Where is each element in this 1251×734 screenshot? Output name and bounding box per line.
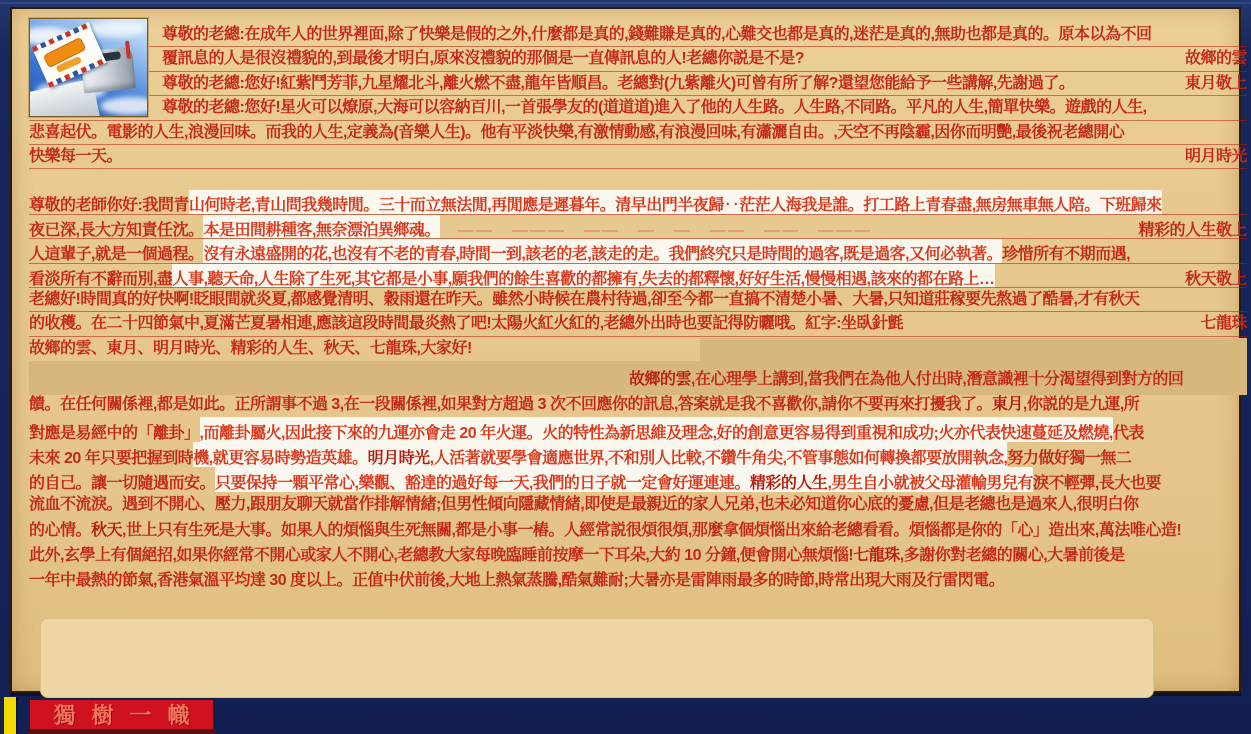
text-segment: 未來 20 年只要把握到時 [29, 450, 194, 468]
letter-line [29, 121, 1247, 145]
text-segment: 覆訊息的人是很沒禮貌的,到最後才明白,原來沒禮貌的那個是一直傳訊息的人!老總你説是不是? [162, 50, 804, 68]
empty-note-box [40, 618, 1154, 698]
yellow-accent-bar [4, 697, 16, 734]
text-segment: 一年中最熱的節氣,香港氣溫平均達 30 度以上。正值中伏前後,大地上熱氣蒸騰,酷氣難耐;大暑亦是雷陣雨最多的時節,時常出現大雨及行雷閃電。 [29, 571, 1005, 589]
text-segment: 悲喜起伏。電影的人生,浪漫回味。而我的人生,定義為(音樂人生)。他有平淡快樂,有激情動感,有浪漫回味,有瀟灑自由。,天空不再陰霾,因你而明艷,最後祝老總開心 [29, 123, 1125, 141]
text-segment: 東月 [991, 396, 1023, 414]
letter-line [29, 190, 1247, 214]
letters-page-panel [10, 7, 1247, 693]
text-segment: 的自己。讓一切隨遇而安。 [29, 475, 216, 493]
reply-line [29, 568, 1247, 593]
letter-line [29, 72, 1247, 96]
text-segment: 尊敬的老總:您好!星火可以燎原,大海可以容納百川,一首張學友的(道道道)進入了他的人生路。人生路,不同路。平凡的人生,簡單快樂。遊戲的人生, [162, 99, 1147, 117]
text-segment: 珍惜所有不期而遇, [1002, 246, 1131, 264]
text-segment: 山何時老,青山問我幾時閒。三十而立無法閒,再閒應是遲暮年。清早出門半夜歸‥茫茫人海我是誰。打工路上青春盡,無房無車無人陪。下班歸來 [189, 190, 1162, 214]
text-segment: 對應是易經中的「離卦」 [29, 425, 200, 443]
text-segment: 的收穫。在二十四節氣中,夏滿芒夏暑相連,應該這段時間最炎熱了吧!太陽火紅火紅的,老總外出時也要記得防曬哦。紅字:坐臥針氈 [29, 315, 903, 333]
text-segment: 沒有永遠盛開的花,也沒有不老的青春,時間一到,該老的老,該走的走。我們終究只是時間的過客,既是過客,又何必執著。 [203, 239, 1002, 263]
text-segment: ,多謝你對老總的關心,大暑前後是 [899, 546, 1125, 564]
text-segment: ,在心理學上講到,當我們在為他人付出時,潛意識裡十分渴望得到對方的回 [691, 371, 1184, 388]
text-segment: 快樂每一天。 [29, 147, 123, 165]
text-segment: 秋天 [91, 521, 123, 539]
letter-line [29, 337, 1247, 361]
letter-line [29, 23, 1247, 47]
letter-line [29, 215, 1247, 239]
signature: 東月敬上 [1184, 74, 1247, 92]
reply-line [29, 467, 1247, 492]
reply-line [29, 518, 1247, 543]
text-segment: 七龍珠 [853, 546, 900, 564]
banner-shadow-strip [28, 729, 215, 734]
slogan-banner [28, 698, 215, 733]
text-segment: 人事,聽天命,人生除了生死,其它都是小事,願我們的餘生喜歡的都擁有,失去的都釋懷,好好生活,慢慢相遇,該來的都在路上… [172, 264, 994, 288]
text-segment: 老總好!時間真的好快啊!眨眼間就炎夏,都感覺清明、穀雨還在昨天。雖然小時候在農村待過,卻至今都一直搞不清楚小暑、大暑,只知道莊稼要先熬過了酷暑,才有秋天 [29, 290, 1140, 308]
text-segment: 精彩的人生 [750, 467, 828, 492]
text-segment: 只要保持一顆平常心,樂觀、豁達的過好每一天,我們的日子就一定會好運連連。 [215, 467, 750, 492]
text-segment: 尊敬的老師你好:我問青 [29, 197, 189, 215]
letter-line [29, 239, 1247, 263]
letter-line [29, 288, 1247, 312]
text-segment: 流血不流淚。遇到不開心、壓力,跟朋友聊天就當作排解情緒;但男性傾向隱藏情緒,即使是最親近的家人兄弟,也未必知道你心底的憂慮,但是老總也是過來人,很明白你 [29, 496, 1139, 514]
text-segment: ,你説的是九運,所 [1022, 396, 1140, 414]
reply-line [29, 417, 1247, 442]
signature: 精彩的人生敬上 [1138, 221, 1247, 239]
letter-line [29, 312, 1247, 336]
letter-line [29, 264, 1247, 288]
letter-line [29, 145, 1247, 169]
letter-line [29, 169, 1247, 190]
text-segment: —— ——— —— — — —— —— ——— [439, 221, 872, 239]
text-segment: 此外,玄學上有個絕招,如果你經常不開心或家人不開心,老總教大家每晚臨睡前按摩一下耳朵,大約 10 分鐘,便會開心無煩惱! [29, 546, 854, 564]
text-segment: ,而離卦屬火,因此接下來的九運亦會走 20 年火運。火的特性為新思維及理念,好的創意更容易得到重視和成功;火亦代表快速蔓延及燃燒, [200, 417, 1113, 442]
reply-line [29, 392, 1247, 417]
text-segment: 看淡所有不辭而別,盡 [29, 270, 173, 288]
slogan-text: 獨樹一幟 [53, 702, 206, 728]
text-segment: 努力做好獨一無二 [1007, 450, 1132, 468]
top-edge-highlight [0, 2, 1251, 4]
text-segment: 尊敬的老總:在成年人的世界裡面,除了快樂是假的之外,什麼都是真的,錢難賺是真的,心難交也都是真的,迷茫是真的,無助也都是真的。原本以為不回 [162, 26, 1152, 43]
text-segment: 機,就更容易時勢造英雄。 [193, 442, 367, 467]
signature: 明月時光 [1184, 147, 1247, 165]
signature: 故鄉的雲 [1184, 50, 1247, 68]
airmail-envelope-mailbox-photo [29, 18, 148, 117]
text-segment: ,人活著就要學會適應世界,不和別人比較,不鑽牛角尖,不管事態如何轉換都要放開執念, [430, 442, 1008, 467]
text-segment: 夜已深,長大方知責任沈。 [29, 221, 204, 239]
text-segment: 本是田間耕種客,無奈漂泊異鄉魂。 [203, 215, 439, 239]
reply-line [29, 543, 1247, 568]
reply-line [29, 367, 1247, 392]
letter-line [29, 47, 1247, 71]
signature: 秋天敬上 [1184, 270, 1247, 288]
text-segment: 饋。在任何關係裡,都是如此。正所謂事不過 3,在一段關係裡,如果對方超過 3 次不回應你的訊息,答案就是我不喜歡你,請你不要再來打擾我了。 [29, 396, 992, 414]
text-segment: 故鄉的雲 [629, 371, 692, 388]
letters-section [29, 23, 1247, 361]
reply-line [29, 492, 1247, 517]
text-segment: ,男生自小就被父母灌輸男兒有 [827, 467, 1032, 492]
text-segment: 明月時光 [368, 442, 430, 467]
text-segment: 故鄉的雲、東月、明月時光、精彩的人生、秋天、七龍珠,大家好! [29, 339, 472, 357]
reply-section [29, 367, 1247, 593]
text-segment: ,世上只有生死是大事。如果人的煩惱與生死無關,都是小事一樁。人經常説很煩很煩,那麼拿個煩惱出來給老總看看。煩惱都是你的「心」造出來,萬法唯心造! [122, 521, 1182, 539]
text-segment: 人這輩子,就是一個過程。 [29, 246, 204, 264]
letter-line [29, 96, 1247, 120]
text-segment: 淚不輕彈,長大也要 [1032, 475, 1161, 493]
mailbox-flag [125, 41, 131, 59]
text-segment: 尊敬的老總:您好!紅紫鬥芳菲,九星耀北斗,離火燃不盡,龍年皆順昌。老總對(九紫離火)可曾有所了解?還望您能給予一些講解,先謝過了。 [162, 74, 1075, 92]
text-segment: 代表 [1112, 425, 1144, 443]
reply-line [29, 442, 1247, 467]
signature: 七龍珠 [1200, 315, 1247, 333]
text-segment: 的心情。 [29, 521, 92, 539]
cloud-shape [100, 97, 148, 115]
